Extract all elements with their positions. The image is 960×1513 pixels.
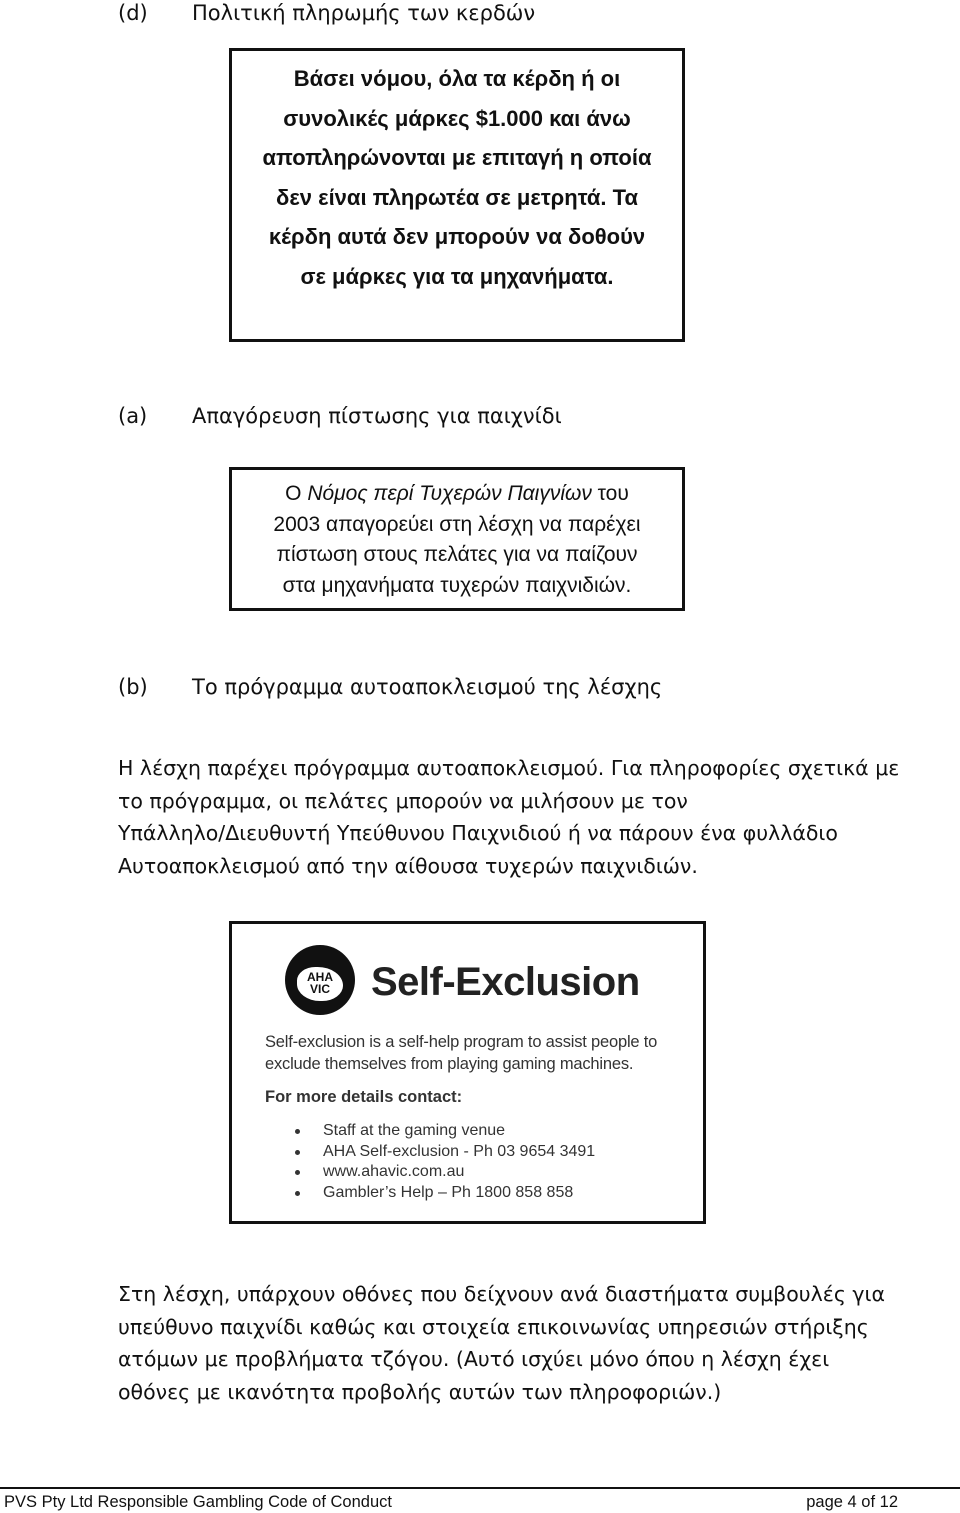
contact-item: Gambler’s Help – Ph 1800 858 858 xyxy=(293,1183,595,1204)
self-exclusion-title: Self-Exclusion xyxy=(371,960,640,1004)
self-exclusion-description xyxy=(265,1031,685,1075)
aha-vic-logo xyxy=(285,945,355,1015)
winnings-payment-text xyxy=(232,59,682,296)
contact-item: AHA Self-exclusion - Ph 03 9654 3491 xyxy=(293,1142,595,1163)
box-line: πίστωση στους πελάτες για να παίζουν xyxy=(276,543,638,566)
paragraph-line: Η λέσχη παρέχει πρόγραμμα αυτοαποκλεισμού. Για πληροφορίες σχετικά με xyxy=(118,756,900,780)
box-text-prefix: Ο xyxy=(285,482,308,505)
description-line: exclude themselves from playing gaming machines. xyxy=(265,1055,634,1073)
credit-prohibition-box xyxy=(229,467,685,611)
box-line: δεν είναι πληρωτέα σε μετρητά. Τα xyxy=(276,184,638,210)
box-line: στα μηχανήματα τυχερών παιχνιδιών. xyxy=(282,573,632,597)
winnings-payment-box xyxy=(229,48,685,342)
self-exclusion-paragraph xyxy=(118,752,958,883)
section-a-label: (a) xyxy=(118,404,148,428)
logo-text: AHA VIC xyxy=(307,970,333,996)
contact-item: Staff at the gaming venue xyxy=(293,1121,595,1142)
section-a-heading: Απαγόρευση πίστωσης για παιχνίδι xyxy=(192,404,562,428)
paragraph-line: οθόνες με ικανότητα προβολής αυτών των πληροφοριών.) xyxy=(118,1380,722,1405)
paragraph-line: το πρόγραμμα, οι πελάτες μπορούν να μιλήσουν με τον xyxy=(118,788,688,813)
section-b-heading: Το πρόγραμμα αυτοαποκλεισμού της λέσχης xyxy=(192,675,663,699)
box-line: συνολικές μάρκες $1.000 και άνω xyxy=(283,105,631,131)
footer-document-title: PVS Pty Ltd Responsible Gambling Code of Conduct xyxy=(4,1493,392,1511)
paragraph-line: Υπάλληλο/Διευθυντή Υπεύθυνου Παιχνιδιού ή να πάρουν ένα φυλλάδιο xyxy=(118,821,838,846)
paragraph-line: ατόμων με προβλήματα τζόγου. (Αυτό ισχύει μόνο όπου η λέσχη έχει xyxy=(118,1347,830,1372)
description-line: Self-exclusion is a self-help program to assist people to xyxy=(265,1033,658,1051)
section-d-label: (d) xyxy=(118,1,148,25)
contact-heading: For more details contact: xyxy=(265,1088,463,1106)
closing-paragraph xyxy=(118,1278,958,1409)
section-d-heading: Πολιτική πληρωμής των κερδών xyxy=(192,1,536,25)
box-line: Βάσει νόμου, όλα τα κέρδη ή οι xyxy=(293,66,621,91)
act-name: Νόμος περί Τυχερών Παιγνίων xyxy=(307,482,592,505)
box-line: αποπληρώνονται με επιταγή η οποία xyxy=(262,145,652,170)
contact-item: www.ahavic.com.au xyxy=(293,1162,595,1183)
paragraph-line: Στη λέσχη, υπάρχουν οθόνες που δείχνουν ανά διαστήματα συμβουλές για xyxy=(118,1282,885,1306)
box-line: κέρδη αυτά δεν μπορούν να δοθούν xyxy=(268,224,646,249)
section-b-label: (b) xyxy=(118,675,148,699)
box-line: 2003 απαγορεύει στη λέσχη να παρέχει xyxy=(273,512,641,536)
australia-map-icon xyxy=(297,967,343,1001)
box-line: σε μάρκες για τα μηχανήματα. xyxy=(300,263,614,289)
paragraph-line: Αυτοαποκλεισμού από την αίθουσα τυχερών παιχνιδιών. xyxy=(118,854,698,879)
footer-page-number: page 4 of 12 xyxy=(806,1493,898,1511)
credit-prohibition-text xyxy=(232,479,682,601)
box-text-suffix: του xyxy=(591,482,629,505)
paragraph-line: υπεύθυνο παιχνίδι καθώς και στοιχεία επικοινωνίας υπηρεσιών στήριξης xyxy=(118,1314,869,1339)
contact-list xyxy=(293,1121,595,1203)
footer-divider xyxy=(0,1487,960,1489)
